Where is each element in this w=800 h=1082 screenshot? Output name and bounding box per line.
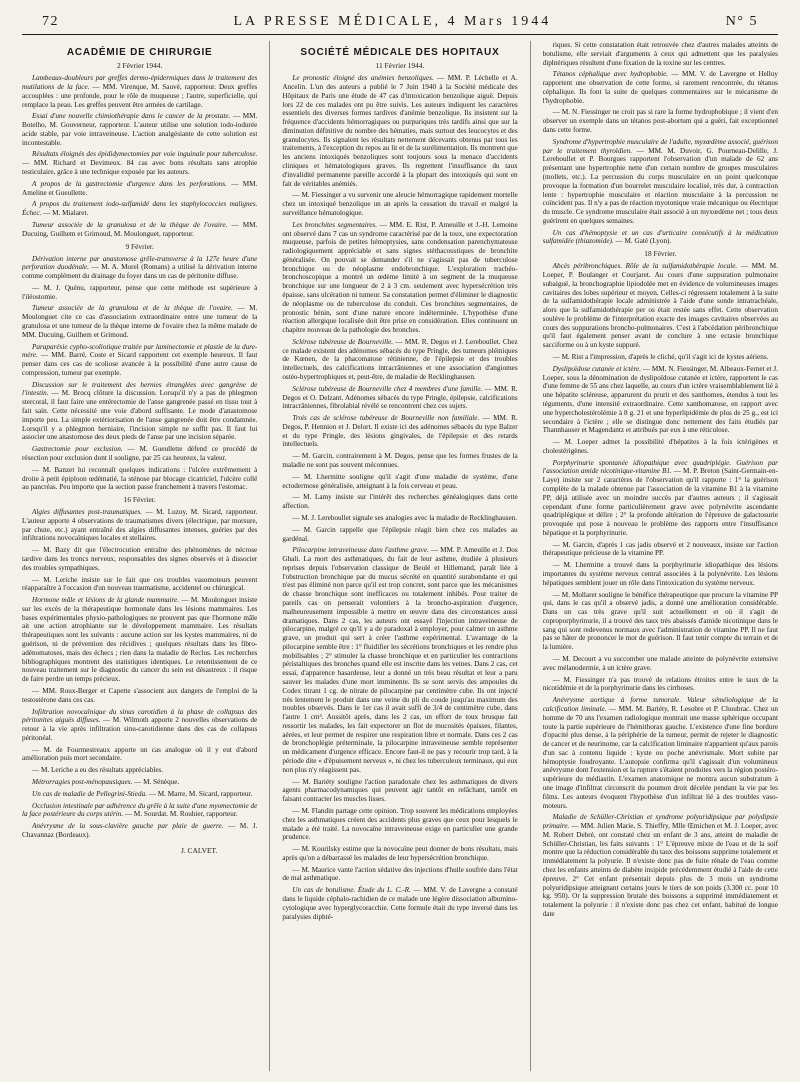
entry-text: — MM. Roux-Berger et Capette s'associent aux dangers de l'emploi de la testostérone dans ces cas. (22, 686, 258, 704)
entry-title: Résultats éloignés des épididymectomies par voie inguinale pour tuberculose. (32, 150, 258, 159)
entries-list (22, 74, 257, 238)
entry-text: — MM. R. Degos et O. Delzant. Adénomes sébacés du type Pringle, épilepsie, calcifications intracrâniennes, fibrolabial révélé se rencontrent chez ces sujets. (282, 384, 518, 411)
entry-title: Essai d'une nouvelle chimiothérapie dans le cancer de la prostate. (32, 112, 231, 121)
entry-paragraph (22, 381, 257, 442)
entry-text: — MM. Virenque, M. Sauvé, rapporteur. Deux greffes accouplées : une profonde, pour le rôle de muqueuse ; l'autre, superficielle, qui remplace la peau. Les greffes peuvent être armées de cartilage. (22, 83, 258, 109)
entry-text: — M. Fiessinger a vu survenir une aleucie hémorragique rapidement mortelle chez un intoxiqué benzolique un an après la cessation du travail et malgré la surveillance hématologique. (282, 191, 518, 217)
entry-text: — M. Fiessinger n'a pas trouvé de relations étroites entre le taux de la nicotidémie et de la porphyrinurie dans les cirrhoses. (542, 675, 778, 693)
session-date: 2 Février 1944. (116, 61, 163, 71)
entry-text: — MM. V. de Lavergne a constaté dans le liquide céphalo-rachidien de ce malade une légère dissociation albumino-cytologique avec hyperglycoracchie. Cette formule était du type inversé dans les paralysies diphté- (282, 886, 518, 921)
entry-title: A propos du traitement iodo-sulfamidé dans les staphylococcies malignes. Échec. (22, 200, 258, 218)
entry-paragraph (282, 338, 517, 382)
entry-text: — M. Gueullette défend ce procédé de résection pour exclusion dont il souligne, par 25 cas heureux, la valeur. (22, 445, 258, 462)
entry-paragraph (543, 138, 778, 226)
entry-text: — M. Decourt a vu succomber une malade atteinte de polynévrite extensive avec mélanodermie, à un ictère grave. (542, 655, 778, 672)
entry-title: Trois cas de sclérose tubéreuse de Bourneville non familiale. (292, 414, 480, 423)
entry-text: — M. Flandin partage cette opinion. Trop souvent les médications employées chez les asthmatiques créent des accidents plus graves que ceux pour lesquels le malade a été traité. La novocaïne intraveineuse exige en particulier une grande prudence. (282, 806, 518, 842)
entry-paragraph (22, 284, 257, 302)
entry-text: — M. Gaté (Lyon). (613, 237, 672, 246)
entry-text: — MM. R. Degos et J. Lereboullet. Chez ce malade existent des adénomes sébacés du type Pringle, des tumeurs pléiniques de Kœnen, de la phacomatose rétinienne, de l'épilepsie et des troubles intellectuels, des calcifications intracrâniennes et une association d'angiomes ostéo-hypertrophiques et, peut-être, de maladie de Recklinghausen. (282, 337, 518, 381)
entry-paragraph (22, 343, 257, 378)
entry-text: — MM. Barré, Coste et Sicard rapportent cet exemple heureux. Il faut penser dans ces cas de scoliose avancée à la possibilité d'une autre cause de compression, tumeur par exemple. (22, 351, 258, 377)
issue-number: N° 5 (725, 14, 758, 29)
entry-title: Lambeaux-doubleurs par greffes dermo-épidermiques dans le traitement des mutilations de la face. (22, 74, 258, 91)
entry-text: — M. Mialaret. (41, 209, 89, 218)
entry-text: — MM. R. Degos, P. Hennion et J. Delort. Il existe ici des adénomes sébacés du type Balzer et du type Pringle, des lésions gingivales, de l'épilepsie et des retards intellectuels. (282, 414, 518, 449)
entry-paragraph (543, 41, 778, 67)
entry-title: Un cas de maladie de Pellegrini-Stieda. (32, 789, 147, 798)
entry-paragraph (282, 886, 517, 921)
entry-text: — M. Rist a l'impression, d'après le cliché, qu'il s'agit ici de kystes aériens. (552, 353, 769, 362)
entry-paragraph (282, 546, 517, 774)
entry-paragraph (22, 466, 257, 492)
entry-text: — M. Sénèque. (132, 777, 180, 786)
entry-title: Abcès péribronchiques. Rôle de la sulfamidothérapie locale. (552, 262, 738, 271)
entry-paragraph (22, 445, 257, 463)
entry-text: — M. Leriche insiste sur le fait que ces troubles vasomoteurs peuvent réapparaître à l'occasion d'un nouveau traumatisme, accidentel ou chirurgical. (22, 575, 258, 593)
entry-text: — M. Leriche a eu des résultats appréciables. (32, 766, 164, 775)
entry-text: — MM. Julien Marie, S. Thieffry, Mlle Œmichen et M. J. Loeper, avec M. Robert Debré, ont constaté chez un enfant de 3 ans, atteint de maladie de Schüller-Christian, les faits suivants : 1° L'épreuve mixte de l'eau et de la soif montre que la réduction considérable du taux des boissons supprime totalement et immédiatement la polyurie. Il n'existe donc pas de fuite rénale de l'eau comme chez les enfants atteints de diabète insipide précédemment étudié à l'aide de cette épreuve. 2° Cet enfant présentait depuis plus de 3 mois un syndrome polyuridipsique atteignant certains jours le tiers de son poids (3.300 cc. pour 10 kg. 950). Or la suppression brutale des boissons a supprimé immédiatement et totalement la polyurie : il n'existe donc pas chez cet enfant, habitué de longue date (542, 822, 778, 918)
entry-paragraph (543, 459, 778, 538)
entry-paragraph (543, 676, 778, 694)
entry-paragraph (22, 304, 257, 339)
entry-paragraph (22, 200, 257, 218)
entry-paragraph (22, 150, 257, 176)
entry-text: — M. de Fourmestreaux apporte un cas analogue où il y eut d'abord amélioration puis mort secondaire. (22, 745, 258, 763)
entry-paragraph (543, 353, 778, 362)
signature: J. CALVET. (180, 845, 218, 855)
section-title-societe: SOCIÉTÉ MÉDICALE DES HOPITAUX (300, 47, 500, 58)
entry-paragraph (22, 802, 257, 820)
entries-list (282, 74, 517, 921)
entry-title: Sclérose tubéreuse de Bourneville. (292, 337, 394, 346)
entry-text: — MM. V. de Lavergne et Helluy rapportent une observation de cette forme, si rarement rencontrée, du tétanos céphalique. Ils font la suite de quelques commentaires sur le mécanisme de l'hydrophobie. (542, 70, 778, 105)
entry-text: — M. Sourdat. M. Rouhier, rapporteur. (123, 810, 238, 819)
entry-paragraph (282, 414, 517, 449)
masthead: LA PRESSE MÉDICALE, 4 Mars 1944 (233, 14, 552, 29)
entry-text: — MM. M. Loeper, P. Boulanger et Courjaret. Au cours d'une suppuration pulmonaire subaiguë, la bronchographie lipiodolée met en évidence de volumineuses images cavitaires des lobes supérieur et moyen. Celles-ci régressent totalement à la suite de la sulfamidothérapie locale administrée à l'aide d'une sonde intratrachéale, alors que la sulfamidothérapie per os était restée sans effet. Cette observation soulève le problème de l'interprétation exacte des images cavitaires observées au cours des suppurations broncho-pulmonaires. C'est à l'abcédation péribronchique qu'il faut également penser avant de conclure à une ectasie bronchique sacciforme ou à un kyste suppuré. (542, 262, 778, 350)
entries-list (543, 41, 778, 246)
page-header (22, 14, 778, 32)
entries-list (543, 262, 778, 918)
entry-title: Anévrysme de la sous-clavière gauche par plaie de guerre. (32, 822, 224, 831)
entry-title: Gastrectomie pour exclusion. (32, 445, 123, 454)
entry-paragraph (22, 790, 257, 799)
entry-title: Anévrysme aortique à forme tumorale. Valeur séméiologique de la calcification liminale. (542, 696, 778, 713)
entry-text: — M. Bariéty souligne l'action paradoxale chez les asthmatiques de divers agents pharmacodynamiques qui peuvent agir tantôt en relâchant, tantôt en faisant contracter les muscles lisses. (282, 777, 518, 804)
entry-paragraph (282, 866, 517, 884)
entry-paragraph (543, 70, 778, 105)
entry-text: — M. Banzet lui reconnaît quelques indications : l'ulcère extrêmement à droite à petit épiploon œdématié, la sténose par blocage cicatriciel, l'ulcère collé au pancréas. Peu importe que la section passe franchement à travers l'estomac. (22, 465, 258, 492)
entries-list (22, 255, 257, 493)
entry-text: — MM. Botelho, M. Gouverneur, rapporteur. L'auteur utilise une solution iodo-iodurée acide stable, par voie intraveineuse. L'action analgésiante de cette solution est incontestable. (22, 112, 258, 147)
entry-title: Un cas d'hémoptysie et un cas d'urticaire consécutifs à la médication sulfamidée (thiazomide). (542, 228, 778, 246)
entry-paragraph (543, 229, 778, 247)
entry-title: Un cas de botulisme. Étude du L. C.-R. (292, 886, 411, 895)
entry-text: — M. Brocq clôture la discussion. Lorsqu'il n'y a pas de phlegmon stercoral, il faut faire une entérectomie de l'anse gangrenée passé en tissu tout à fait sain. Cette nécessité une voie d'abord suffisante. Le mode d'anastomose importe peu. La simple extériorisation de l'anse gangrenée doit être condamnée. Lorsqu'il y a phlegmon herniaire, l'incision simple ne suffit pas. Il faut lui associer une anastomose des deux pieds de l'anse par une incision séparée. (22, 389, 258, 442)
entry-text: — M. Loeper admet la possibilité d'hépatites à la fois ictérigènes et cholestérigènes. (542, 438, 778, 455)
entry-paragraph (543, 541, 778, 559)
entry-text: — M. Wilmoth apporte 2 nouvelles observations de retour à la vie après infiltration sinu-carotidienne dans des cas de collapsus péritonéal. (22, 716, 258, 742)
entry-text: riques. Si cette constatation était retrouvée chez d'autres malades atteints de botulisme, elle serviait d'arguments à ceux qui admettent que les paralysies diphtériques résultent d'une fixation de la toxine sur les centres. (542, 41, 778, 67)
column-divider (269, 41, 270, 1071)
entry-text: — MM. Ameline et Gueullette. (22, 179, 258, 197)
entry-title: Hormone mâle et lésions de la glande mammaire. (32, 596, 179, 605)
entry-paragraph (282, 385, 517, 411)
entry-paragraph (282, 526, 517, 544)
entry-paragraph (22, 596, 257, 684)
entry-paragraph (543, 108, 778, 134)
entry-text: — MM. P. Ameuille et J. Dos Ghali. La mort des asthmatiques, du fait de leur asthme, étudiée à plusieurs reprises depuis l'observation classique de Beulé et Hillemand, paraît liée à l'obstruction bronchique par du mucus sécrété en quantité surabondante et qui n'est pas éliminé non parce qu'il est trop concret, sont parce que les mécanismes de chasse bronchique sont inefficaces ou totalement inhibés. Pour traiter de pareils cas on penserait volontiers à la broncho-aspiration d'urgence, malheureusement impossible à mettre en œuvre dans des circonstances aussi dramatiques. Dans 2 cas, les auteurs ont essayé l'injection intraveineuse de pilocarpine, malgré ce qu'il y a de paradoxal à employer, pour calmer un asthme grave, un produit qui sert à créer l'asthme expérimental. L'avantage de la pilocarpine semble être : 1° fluidifier les sécrétions bronchiques et les rendre plus mobilisables ; 2° stimuler la chasse bronchique et en particulier les contractions péristaltiques des bronches quand elle est inscrite dans les veines. Dans 2 cas, cet essai, d'apparence hasardeuse, leur a donné un très beau résultat et leur a paru sauver les malades d'une mort imminente. Ils se sont servis des ampoules du Codex titrant 1 cg. de nitrate de pilocarpine par centimètre cube. Ils ont injecté très lentement le produit dans une veine du pli du coude jusqu'au maximum des troubles observés. Dans le 1er cas il avait suffi de 3/4 de centimètre cube, dans l'autre 1 cm³. Aussitôt après, dans les 2 cas, un effort de toux brusque fait ressortir les malades, les fait expectorer un flot de mucosités épaisses, filantes, aérées, et leur permet de respirer une respiration libre et normale. Dans ces 2 cas de bronchoplégie préterminale, la pilocarpine intraveineuse semble représenter un médicament d'urgence efficace. Encore faut-il ne pas y recourir trop tard, à la période dite « d'épuisement nerveux », ni chez les tuberculeux terminaux, qui eux non plus n'y réagissent pas. (282, 546, 518, 774)
entry-paragraph (543, 438, 778, 456)
entry-title: Porphyrinurie spontanée idiopathique avec quadriplégie. Guérison par l'association amide nicotinique-vitamine B1. (542, 458, 778, 476)
column-academie (22, 41, 257, 1071)
entry-text: — M. J. Quénu, rapporteur, pense que cette méthode est supérieure à l'iléostomie. (22, 283, 258, 301)
entry-text: — M. P. Breton (Saint-Germain-en-Laye) insiste sur 2 caractères de l'observation qu'il rapporte : 1° la guérison complète de la malade obtenue par l'association de la vitamine B1 à la vitamine PP, déjà utilisée avec un moindre succès par d'autres auteurs ; il s'agissait cependant d'une forme particulièrement grave avec polynévrite ascendante quadriplégique et délire ; 2° la profonde altération de l'épreuve de galactosurie provoquée qui pose à nouveau le problème des rapports entre l'insuffisance hépatique et la porphyrinurie. (542, 467, 778, 537)
entry-paragraph (543, 365, 778, 435)
column-continued (543, 41, 778, 1071)
entry-text: — M. Lamy insiste sur l'intérêt des recherches généalogiques dans cette affection. (282, 493, 518, 511)
entry-title: Occlusion intestinale par adhérence du grêle à la suite d'une myomectomie de la face postérieure du corps utérin. (22, 801, 258, 819)
entry-paragraph (282, 845, 517, 863)
entry-paragraph (282, 452, 517, 470)
entry-title: Tumeur associée de la granulosa et de la thèque de l'ovaire. (32, 304, 233, 313)
entries-list (22, 508, 257, 840)
header-rule (22, 34, 778, 35)
entry-text: — MM. P. Léchelle et A. Ancelin. L'un des auteurs a publié le 7 Juin 1940 à la Société médicale des Hôpitaux de Paris une étude de 47 cas d'intoxication benzolique aiguë. Depuis lors 22 de ces malades ont pu être suivis. Les auteurs indiquent les caractères essentiels des diverses formes tardives d'anémie benzolique. Ils insistent sur la fréquence d'accidents hémorragiques ou purpuriques très tardifs ainsi que sur la diminution définitive du nombre des hématies, mais surtout des leucocytes et des granulocytes. Ils signalent les résultats nettement décevants obtenus par tous les traitements, à l'exception du repos au lit et de la surélimentation. Ils montrent que les anciens intoxiqués benzoliques sont toujours sous la menace d'accidents cliniques et hématologiques graves. Ils regrettent l'insuffisance du taux d'invalidité permanente pareille accordé à la plupart des intoxiqués qui sont en fait de véritables anémiés. (282, 74, 518, 188)
entry-text: — MM. Ducuing, Guilhem et Grimoud, M. Moulonguet, rapporteur. (22, 220, 258, 238)
entry-title: Maladie de Schüller-Christian et syndrome polyuridipsique par polydipsie primaire. (542, 813, 778, 831)
entry-text: — M. Luzuy, M. Sicard, rapporteur. L'auteur apporte 4 observations de traumatismes divers (électrique, par morsure, par chute, etc.) ayant entraîné des algies diffusantes intenses, guéries par des infiltrations novocaïniques locales et stellaires. (22, 508, 258, 543)
entry-text: — MM. M. Bariéty, R. Lesobre et P. Choubrac. Chez un homme de 70 ans l'examen radiologique montrait une masse sphérique occupant toute la partie supérieure de l'hémithorax gauche. L'existence d'une fine bordure d'opacité plus dense, à la périphérie de la tumeur, permit de rejeter le diagnostic de cancer et de neurinome, car la calcification liminaire n'appartient qu'aux parois d'un sac à contenu liquide : kyste ou poche anévrismale. Mort subite par hémoptysie foudroyante. L'autopsie confirma qu'il s'agissait d'un volumineux anévrysme dont l'extension et la rupture s'étaient produites vers la région postéro-supérieure du médiastin. L'examen anatomique ne montra aucun substratum à une image d'infiltrat circonscrit du poumon droit décelée pendant la vie par les films. Les auteurs évoquent l'hypothèse d'un infiltrat lié à des troubles vaso-moteurs. (542, 704, 778, 810)
entry-paragraph (22, 508, 257, 543)
entry-paragraph (543, 591, 778, 652)
entry-paragraph (543, 262, 778, 350)
entry-paragraph (282, 74, 517, 188)
entry-paragraph (282, 807, 517, 842)
entry-text: — M. Maurice vante l'action sédative des injections d'huile soufrée dans l'état de mal asthmatique. (282, 865, 518, 883)
entry-text: — M. A. Morel (Romans) a utilisé la dérivation interne comme complément du drainage du foyer dans un cas de péritonite diffuse. (22, 263, 258, 281)
entry-paragraph (22, 255, 257, 281)
entry-paragraph (22, 221, 257, 239)
entry-text: — M. Bazy dit que l'électrocution entraîne des phénomènes de nécrose tardive dans les troncs nerveux, responsables des signes observés et à dissocier des troubles sympathiques. (22, 546, 258, 572)
entry-title: Tumeur associée de la granulosa et de la thèque de l'ovaire. (32, 220, 228, 229)
session-date: 16 Février. (123, 495, 156, 505)
entry-text: — M. Moulonguet cite ce cas d'association extraordinaire entre une tumeur de la granulosa et une tumeur de la thèque interne de l'ovaire chez la même malade de MM. Ducuing, Guilhem et Grimoud. (22, 304, 258, 339)
entry-text: — M. Garcin rappelle que l'épilepsie réagit bien chez ces malades au gardénal. (282, 525, 518, 543)
section-title-academie: ACADÉMIE DE CHIRURGIE (66, 47, 213, 58)
entry-paragraph (22, 708, 257, 743)
entry-text: — M. Kourilsky estime que la novocaïne peut donner de bons résultats, mais après qu'on a débarrassé les malades de leur hypersécrétion bronchique. (282, 845, 518, 862)
entry-title: Syndrome d'hypertrophie musculaire de l'adulte, myxœdème associé, guérison par le traitement thyroïdien. (542, 137, 778, 155)
entry-text: — MM. Richard et Devimeux. 84 cas avec bons résultats sans atrophie testiculaire, grâce à une technique exposée par les auteurs. (22, 159, 258, 177)
entry-text: — M. Marre, M. Sicard, rapporteur. (146, 789, 253, 798)
entry-paragraph (543, 655, 778, 673)
entry-text: — M. Garcin, contrairement à M. Degos, pense que les formes frustes de la maladie ne sont pas souvent méconnues. (282, 452, 518, 470)
entry-paragraph (22, 766, 257, 775)
entry-paragraph (282, 191, 517, 217)
entry-paragraph (282, 493, 517, 511)
entry-text: — M. Garcin, d'après 1 cas jadis observé et 2 nouveaux, insiste sur l'action thérapeutique précieuse de la vitamine PP. (542, 540, 778, 558)
entry-title: Métrorragies post-ménopausiques. (32, 777, 133, 786)
entry-paragraph (22, 687, 257, 705)
entry-text: — M. N. Fiessinger ne croit pas si rare la forme hydrophobique ; il vient d'en observer un exemple dans un tétanos post-abortum qui a guéri, fait exceptionnel dans cette forme. (542, 108, 778, 135)
entry-paragraph (543, 813, 778, 918)
entry-paragraph (22, 576, 257, 594)
entry-paragraph (282, 473, 517, 491)
entry-text: — M. Mollaret souligne le bénéfice thérapeutique que procure la vitamine PP qui, dans le cas qu'il a observé jadis, a donné une amélioration considérable. Dans un cas très grave qu'il suit actuellement et où il s'agit de coproporphyrinurie, il a trouvé des taux très abaissés d'amide nicotinique dans le sang qui sont redevenus normaux avec l'administration de vitamine PP. Il ne faut pas se hâter de prononcer le mot de guérison. Il faut tenir compte du terrain et de la lumière. (542, 590, 778, 652)
entry-title: Algies diffusantes post-traumatiques. (32, 508, 143, 517)
entry-paragraph (22, 778, 257, 787)
entry-title: Discussion sur le traitement des hernies étranglées avec gangrène de l'intestin. (22, 380, 258, 398)
entry-title: Sclérose tubéreuse de Bourneville chez 4 membres d'une famille. (292, 384, 483, 393)
entry-paragraph (282, 778, 517, 804)
entry-paragraph (22, 112, 257, 147)
entry-title: Pilocarpine intraveineuse dans l'asthme grave. (292, 546, 429, 555)
entry-paragraph (22, 746, 257, 764)
entry-title: Paraparésie cypho-scoliotique traitée par laminectomie et plastie de la dure-mère. (22, 342, 258, 360)
session-date: 11 Février 1944. (375, 61, 425, 71)
session-date: 18 Février. (644, 249, 677, 259)
entry-text: — MM. M. Duvoir, G. Pourneau-Delille, J. Lereboullet et P. Bourgues rapportent l'observation d'un malade de 62 ans présentant une hypertrophie nette d'un certain nombre de groupes musculaires (mollets, etc.). La percussion du corps musculaire en un point quelconque provoque la formation d'un bourrelet musculaire localisé, très dur, à contraction lente : hypertrophie musculaire et réaction musculaire à la percussion ne coïncident pas. Il n'y a pas de réaction myotonique vraie mécanique ou électrique du muscle. Ce syndrome musculaire était associé à un myxœdème net ; tous deux guérirent en quelques semaines. (542, 146, 778, 225)
entry-paragraph (543, 696, 778, 810)
entry-text: — MM. N. Fiessinger, M. Albeaux-Fernet et J. Loeper, sous la dénomination de dyslipoïdose cutanée et ictère, rapportent le cas d'une femme de 55 ans chez laquelle, au cours d'un ictère vraisemblablement lié à une hépatite scléreuse, apparurent du prurit et des xanthomes, étendus à tout les téguments, d'une intensité extraordinaire. Cette xanthomatose, en rapport avec une hypercholestérolémie à 8 g. 21 et une hyperlipidémie de plus de 25 g., est ici secondaire à l'ictère ; elle se distingue donc nettement des faits étudiés par Thannhauser et Magendantz et attribués par eux à une réticulose. (542, 364, 778, 435)
entry-text: — M. Moulonguet insiste sur les excès de la thérapeutique hormonale dans les lésions mammaires. Les bases expérimentales physio-pathologiques ne prouvent pas que l'hormone mâle ait une action atrophiante sur le développement mammaire. Les résultats thérapeutiques sont les suivants : aucune action sur les kystes mammaires, ni de guérison, ni de prévention des récidives ; quelques résultats dans les fibro-adénomatoses, mais des échecs ; rien dans la maladie de Reclus. Les recherches bibliographiques montrent des statistiques identiques. Le retentissement de ce nouveau traitement sur le diagnostic du cancer du sein est désastreux : il risque de faire perdre un temps précieux. (22, 596, 258, 684)
entry-text: — M. J. Lereboullet signale ses analogies avec la maladie de Recklinghausen. (292, 513, 518, 522)
entry-title: Infiltration novocaïnique du sinus carotidien à la phase de collapsus des péritonites aiguës diffuses. (22, 707, 258, 725)
entry-paragraph (22, 180, 257, 198)
entry-title: Les bronchites segmentaires. (292, 220, 378, 229)
entry-paragraph (22, 822, 257, 840)
entry-paragraph (543, 561, 778, 587)
column-societe (282, 41, 517, 1071)
page-number: 72 (42, 14, 59, 29)
entry-title: Dyslipoïdose cutanée et ictère. (552, 364, 642, 373)
entry-title: A propos de la gastrectomie d'urgence dans les perforations. (32, 179, 227, 188)
columns (22, 41, 778, 1071)
entry-text: — MM. E. Rist, P. Ameuille et J.-H. Lemoine ont observé dans 7 cas un syndrome caractérisé par de la toux, une expectoration muqueuse, parfois de petites hémoptysies, sans condensation parenchymateuse radiologiquement appréciable et sans signes stéthacoustiques de bronchite généralisée. On pouvait se demander s'il ne s'agissait pas de tuberculose bronchique ou de néoplasme endobronchique. L'exploration trachéo-bronchoscopique a montré un œdème limité à un segment de la muqueuse bronchique sur une longueur de 2 à 3 cm. seulement avec hypersécrétion très épaisse, sans ulcération ni tumeur. Sa constatation permet d'éliminer le diagnostic de néoplasme ou de tuberculose du conduit. Ces bronchites segmentaires, de pronostic bénin, sont d'une nature encore indéterminée. L'hypothèse d'une réaction allergique localisée doit être prise en considération. Elles continuent un chapitre nouveau de la pathologie des bronches. (282, 220, 518, 335)
entry-title: Dérivation interne par anastomose grêle-transverse à la 127e heure d'une perforation duodénale. (22, 254, 258, 272)
session-date: 9 Février. (125, 241, 154, 251)
entry-title: Le pronostic éloigné des anémies benzoliques. (292, 74, 434, 83)
entry-text: — M. Lhermitte souligne qu'il s'agit d'une maladie de système, d'une ectodermose généralisée, atteignant à la fois cerveau et peau. (282, 472, 518, 490)
entry-text: — M. J. Chavannaz (Bordeaux). (22, 822, 258, 839)
entry-paragraph (22, 546, 257, 572)
column-divider (530, 41, 531, 1071)
entry-paragraph (22, 74, 257, 109)
entry-paragraph (282, 221, 517, 335)
entry-text: — M. Lhermitte a trouvé dans la porphyrinurie idiopathique des lésions importantes du système nerveux central associées à la polynévrite. Les lésions hépatiques semblent jouer un rôle dans l'intoxication du système nerveux. (542, 561, 778, 587)
entry-paragraph (282, 514, 517, 523)
entry-title: Tétanos céphalique avec hydrophobie. (552, 70, 669, 79)
